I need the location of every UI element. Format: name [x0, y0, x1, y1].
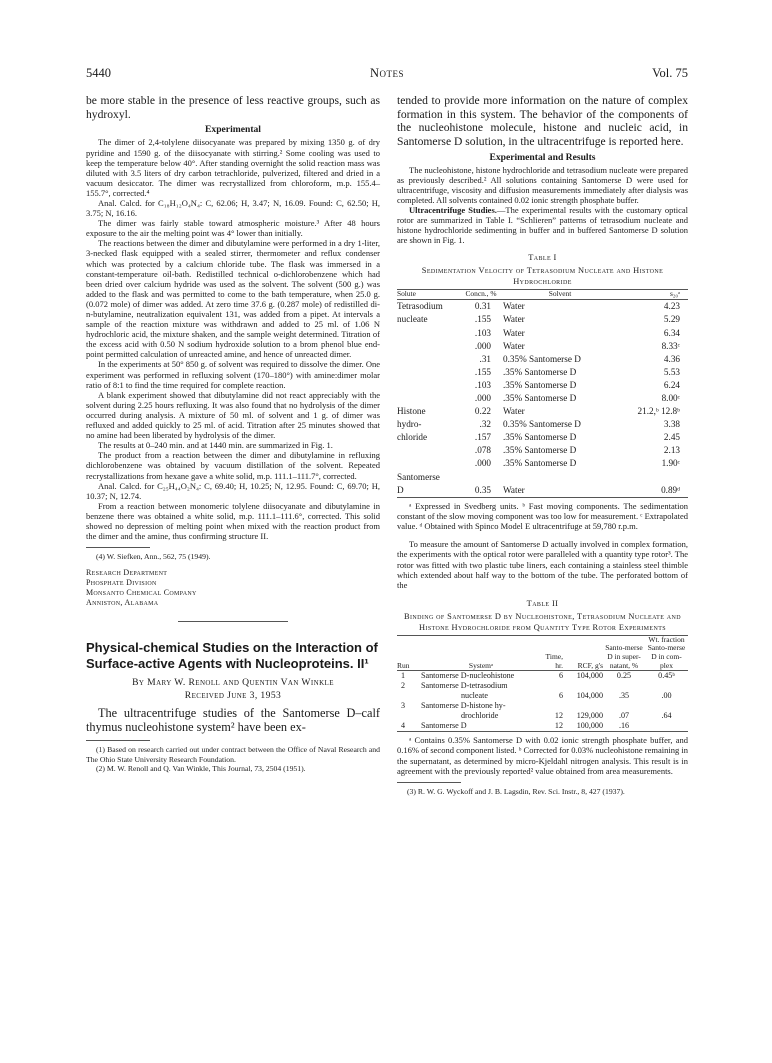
table-row: [397, 353, 688, 366]
table-row: [397, 681, 688, 691]
conc-cell: .155: [474, 366, 491, 377]
table-row: [397, 444, 688, 457]
s20-cell: 4.36: [663, 353, 680, 364]
conc-cell: .31: [479, 353, 491, 364]
time-cell: 6: [558, 691, 563, 701]
paragraph: A blank experiment showed that dibutylamine did not react appreciably with the solvent during 2.25 hours refluxing. It was also found that no hydrolysis of the dimer occurred during analysis. A mixture of 50 ml. of solvent and 1 g. of dimer was refluxed and added quickly to 25 ml. of acid. Titration after 25 minutes showed that no amine had been liberated by hydrolysis of the dimer.: [86, 389, 380, 441]
analysis-paragraph: Anal. Calcd. for C₂₅H₄₄O₂N₄: C, 69.40; H, 10.25; N, 12.95. Found: C, 69.70; H, 10.37; N, 12.74.: [86, 480, 380, 501]
footnote-1: (1) Based on research carried out under contract between the Office of Naval Research and The Ohio State University Research Foundation.: [86, 745, 380, 764]
paragraph: In the experiments at 50° 850 g. of solvent was required to dissolve the dimer. One experiment was performed in refluxing solvent (170–180°) with amine:dimer molar ratio of 8:1 to find the time required for complete reaction.: [86, 359, 380, 390]
s20-cell: 1.90ᶜ: [661, 458, 680, 469]
volume-label: Vol. 75: [652, 66, 688, 80]
table-1: [397, 289, 688, 498]
wt-fraction-cell: .00: [661, 691, 672, 701]
footnote-3: (3) R. W. G. Wyckoff and J. B. Lagsdin, Rev. Sci. Instr., 8, 427 (1937).: [407, 787, 625, 797]
table-1-caption: Sedimentation Velocity of Tetrasodium Nucleate and Histone Hydrochloride: [421, 265, 664, 286]
solute-cell: hydro-: [397, 419, 422, 430]
address-line: Monsanto Chemical Company: [86, 587, 197, 597]
wt-fraction-cell: [645, 681, 688, 691]
header-wt-fraction: Wt. fraction Santo-merse D in com-plex: [645, 635, 688, 670]
supernatant-cell: 0.25: [616, 671, 632, 681]
solute-cell: [397, 366, 463, 379]
solvent-cell: Water: [503, 406, 525, 417]
table-row: [397, 484, 688, 498]
time-cell: 12: [541, 721, 563, 732]
conc-cell: .103: [474, 379, 491, 390]
s20-cell: 8.00ᶜ: [661, 393, 680, 404]
address-line: Research Department: [86, 567, 168, 577]
run-in-heading: Ultracentrifuge Studies.: [409, 205, 497, 216]
rcf-cell: [563, 681, 603, 691]
paragraph: To measure the amount of Santomerse D actually involved in complex formation, the experiments with the optical rotor were paralleled with a quantity type rotor³. The rotor was fitted with two plastic tube liners, each containing a stainless steel thimble which extended about half way to the bottom of the tube. The perforated bottom of the: [397, 539, 688, 590]
address-line: Phosphate Division: [86, 577, 157, 587]
run-cell: 1: [401, 671, 406, 681]
paragraph: From a reaction between monomeric tolylene diisocyanate and dibutylamine in benzene there was obtained a white solid, m.p. 111.1–111.6°, corrected. This solid showed no depression of melting point when mixed with the reaction product from the dimer and the amine, thus confirming structure II.: [86, 500, 380, 542]
conc-cell: .000: [474, 340, 491, 351]
header-system: Systemᵃ: [421, 635, 541, 670]
solute-cell: chloride: [397, 432, 428, 443]
article-separator: [178, 621, 288, 622]
paragraph: The results at 0–240 min. and at 1440 min. are summarized in Fig. 1.: [98, 440, 333, 451]
supernatant-cell: .35: [618, 691, 630, 701]
wt-fraction-cell: .64: [661, 711, 672, 721]
run-cell: [397, 691, 421, 701]
footnote-2: (2) M. W. Renoll and Q. Van Winkle, This Journal, 73, 2504 (1951).: [96, 764, 306, 774]
page-number: 5440: [86, 66, 111, 80]
solute-cell: Tetrasodium: [397, 301, 443, 312]
system-cell: Santomerse D-tetrasodium: [421, 681, 508, 691]
table-row: [397, 711, 688, 721]
table-row: [397, 471, 688, 484]
run-cell: [397, 711, 421, 721]
solvent-cell: Water: [503, 301, 525, 312]
header-conc: Concn., %: [463, 289, 499, 300]
header-solute: Solute: [397, 289, 463, 300]
article-intro: The ultracentrifuge studies of the Santomerse D–calf thymus nucleohistone system² have been ex-: [86, 705, 380, 734]
table-row: [397, 327, 688, 340]
footnote-rule: [86, 547, 150, 548]
table-row: [397, 457, 688, 470]
table-2-footnote: ᵃ Contains 0.35% Santomerse D with 0.02 ionic strength phosphate buffer, and 0.16% of second component listed. ᵇ Corrected for 0.03% nucleohistone remaining in the supernatant, as determined by micro-Kjeldahl nitrogen analysis. This result is in agreement with the previously reported² value obtained from area measurements.: [397, 735, 688, 776]
s20-cell: 4.23: [663, 301, 680, 312]
system-cell: nucleate: [461, 691, 488, 701]
solute-cell: nucleate: [397, 314, 428, 325]
supernatant-cell: [603, 701, 645, 711]
run-cell: 2: [401, 681, 406, 691]
rcf-cell: 104,000: [576, 671, 603, 681]
table-row: [397, 671, 688, 682]
page-header: [86, 66, 688, 82]
s20-cell: 8.33ᶜ: [661, 340, 680, 351]
table-row: [397, 701, 688, 711]
solvent-cell: Water: [503, 340, 525, 351]
conc-cell: .157: [474, 432, 491, 443]
s20-cell: 6.34: [663, 327, 680, 338]
solute-cell: [397, 353, 463, 366]
solvent-cell: .35% Santomerse D: [503, 366, 577, 377]
table-row: [397, 300, 688, 314]
conc-cell: .000: [474, 393, 491, 404]
conc-cell: 0.31: [474, 301, 491, 312]
paragraph: The product from a reaction between the dimer and dibutylamine in refluxing dichlorobenzene was obtained by vacuum distillation of the solvent. Repeated recrystallizations from hexane gave a white solid, m.p. 111.1–111.7°, corrected.: [86, 450, 380, 481]
conc-cell: .155: [474, 314, 491, 325]
solvent-cell: .35% Santomerse D: [503, 445, 577, 456]
intro-paragraph-continued: be more stable in the presence of less reactive groups, such as hydroxyl.: [86, 94, 380, 121]
solvent-cell: .35% Santomerse D: [503, 458, 577, 469]
table-1-label: Table I: [528, 252, 557, 262]
s20-cell: 5.29: [663, 314, 680, 325]
solute-cell: [397, 444, 463, 457]
solute-cell: [397, 379, 463, 392]
solute-cell: D: [397, 484, 463, 498]
solute-cell: [397, 340, 463, 353]
author-address: [86, 568, 380, 608]
solvent-cell: Water: [499, 484, 621, 498]
experimental-results-heading: Experimental and Results: [489, 151, 596, 163]
system-cell: Santomerse D-nucleohistone: [421, 671, 515, 681]
experimental-heading: Experimental: [205, 124, 261, 136]
conc-cell: .000: [474, 458, 491, 469]
solvent-cell: .35% Santomerse D: [503, 393, 577, 404]
footnote-rule: [86, 740, 150, 741]
solvent-cell: 0.35% Santomerse D: [503, 353, 581, 364]
address-line: Anniston, Alabama: [86, 597, 159, 607]
s20-cell: 0.89ᵈ: [621, 484, 688, 498]
time-cell: 12: [554, 711, 563, 721]
s20-cell: 5.53: [663, 366, 680, 377]
conc-cell: [463, 471, 499, 484]
system-cell: Santomerse D: [421, 721, 541, 732]
system-cell: Santomerse D-histone hy-: [421, 701, 506, 711]
table-row: [397, 431, 688, 444]
table-row: [397, 405, 688, 418]
header-supernatant: Santo-merse D in super-natant, %: [603, 635, 645, 670]
header-s20: s₂₀ᵃ: [621, 289, 688, 300]
solvent-cell: 0.35% Santomerse D: [503, 419, 581, 430]
wt-fraction-cell: 0.45ᵇ: [658, 671, 675, 681]
s20-cell: 3.38: [663, 419, 680, 430]
received-date: Received June 3, 1953: [184, 689, 282, 701]
table-2: [397, 635, 688, 732]
solvent-cell: .35% Santomerse D: [503, 432, 577, 443]
byline: By Mary W. Renoll and Quentin Van Winkle: [132, 676, 334, 688]
solute-cell: [397, 457, 463, 470]
table-2-label: Table II: [526, 598, 559, 608]
time-cell: [541, 701, 563, 711]
right-column: [397, 94, 688, 796]
s20-cell: 6.24: [663, 379, 680, 390]
table-row: [397, 721, 688, 732]
solvent-cell: .35% Santomerse D: [503, 379, 577, 390]
rcf-cell: 129,000: [576, 711, 603, 721]
conc-cell: .103: [474, 327, 491, 338]
rcf-cell: [563, 701, 603, 711]
solute-cell: [397, 327, 463, 340]
solvent-cell: Water: [503, 327, 525, 338]
left-column: [86, 94, 380, 774]
paragraph: The nucleohistone, histone hydrochloride and tetrasodium nucleate were prepared as previously described.² All solutions containing Santomerse D were used for ultracentrifuge, viscosity and diffusion measurements immediately after dialysis was completed. All solvents contained 0.02 ionic strength phosphate buffer.: [397, 164, 688, 206]
s20-cell: 2.45: [663, 432, 680, 443]
run-cell: 3: [401, 701, 406, 711]
paragraph: The dimer of 2,4-tolylene diisocyanate was prepared by mixing 1350 g. of dry pyridine and 1590 g. of the diisocyanate with stirring.² Some cooling was used to keep the temperature below 40°. After standing overnight the solid reaction mass was diluted with 3.5 liters of dry carbon tetrachloride, pulverized, filtered and dried in a vacuum desiccator. The dimer was recrystallized from chloroform, m.p. 155.4–155.7°, corrected.⁴: [86, 137, 380, 198]
conc-cell: 0.22: [474, 406, 491, 417]
solute-cell: Histone: [397, 406, 426, 417]
s20-cell: 21.2,ᵇ 12.8ᵇ: [637, 406, 680, 417]
table-1-footnote: ᵃ Expressed in Svedberg units. ᵇ Fast moving components. The sedimentation constant of the slow moving component was too low for measurement. ᶜ Extrapolated value. ᵈ Obtained with Spinco Model E ultracentrifuge at 59,780 r.p.m.: [397, 500, 688, 532]
supernatant-cell: .07: [618, 711, 630, 721]
system-cell: drochloride: [461, 711, 499, 721]
solute-cell: Santomerse: [397, 471, 440, 482]
paragraph: The dimer was fairly stable toward atmospheric moisture.³ After 48 hours exposure to the air the melting point was 4° lower than initially.: [86, 218, 380, 239]
conc-cell: 0.35: [463, 484, 499, 498]
analysis-paragraph: Anal. Calcd. for C₁₈H₁₂O₄N₄: C, 62.06; H, 3.47; N, 16.09. Found: C, 62.50; H, 3.75; N, 16.16.: [86, 197, 380, 219]
table-row: [397, 691, 688, 701]
time-cell: [541, 681, 563, 691]
solvent-cell: Water: [503, 314, 525, 325]
s20-cell: 2.13: [663, 445, 680, 456]
supernatant-cell: [603, 681, 645, 691]
supernatant-cell: .16: [603, 721, 645, 732]
time-cell: 6: [558, 671, 563, 681]
s20-cell: [621, 471, 688, 484]
footnote-rule: [397, 782, 461, 783]
paragraph: [397, 205, 688, 245]
solvent-cell: [499, 471, 621, 484]
paragraph-text: —The experimental results with the customary optical rotor are summarized in Table I. “Schlieren” patterns of tetrasodium nucleate and histone hydrochloride sedimenting in buffer and in buffered Santomerse D solution are shown in Fig. 1.: [397, 205, 688, 246]
footnote-4: (4) W. Siefken, Ann., 562, 75 (1949).: [96, 552, 211, 562]
conc-cell: .078: [474, 445, 491, 456]
table-row: [397, 366, 688, 379]
header-solvent: Solvent: [499, 289, 621, 300]
table-row: [397, 392, 688, 405]
table-row: [397, 418, 688, 431]
wt-fraction-cell: [645, 701, 688, 711]
rcf-cell: 100,000: [563, 721, 603, 732]
header-rcf: RCF, g's: [563, 635, 603, 670]
intro-paragraph-continued: tended to provide more information on the nature of complex formation in this system. The behavior of the components of the nucleohistone molecule, histone and nucleic acid, in Santomerse D solution, in the ultracentrifuge is reported here.: [397, 94, 688, 149]
conc-cell: .32: [479, 419, 491, 430]
wt-fraction-cell: [645, 721, 688, 732]
article-title: Physical-chemical Studies on the Interaction of Surface-active Agents with Nucleoproteins. II¹: [86, 639, 378, 671]
header-time: Time, hr.: [541, 635, 563, 670]
table-2-caption: Binding of Santomerse D by Nucleohistone, Tetrasodium Nucleate and Histone Hydrochloride from Quantity Type Rotor Experiments: [403, 611, 682, 632]
header-run: Run: [397, 635, 421, 670]
solute-cell: [397, 392, 463, 405]
rcf-cell: 104,000: [576, 691, 603, 701]
paragraph: The reactions between the dimer and dibutylamine were performed in a dry 1-liter, 3-necked flask equipped with a sealed stirrer, thermometer and reflux condenser which was protected by a calcium chloride tube. The flask was immersed in a constant-temperature oil-bath. Redistilled technical o-dichlorobenzene which had been dried over calcium hydride was used as the solvent. The solvent (500 g.) was added to the flask and was permitted to come to the bath temperature, when 25.0 g. (0.072 mole) of dimer was added. At zero time 37.6 g. (0.287 mole) of redistilled di-n-butylamine, neutralization equivalent 131, was added from a pipet. At intervals a sample of the reaction mixture was withdrawn and added to 25 ml. of 1.06 N hydrochloric acid, the mixture shaken, and the sample weight determined. Titration of the excess acid with 0.50 N sodium hydroxide solution to a brom phenol blue end-point permitted calculation of unreacted amine, and hence of unreacted dimer.: [86, 238, 380, 360]
run-cell: 4: [397, 721, 421, 732]
section-title: Notes: [369, 66, 405, 80]
table-row: [397, 379, 688, 392]
table-row: [397, 313, 688, 326]
table-row: [397, 340, 688, 353]
